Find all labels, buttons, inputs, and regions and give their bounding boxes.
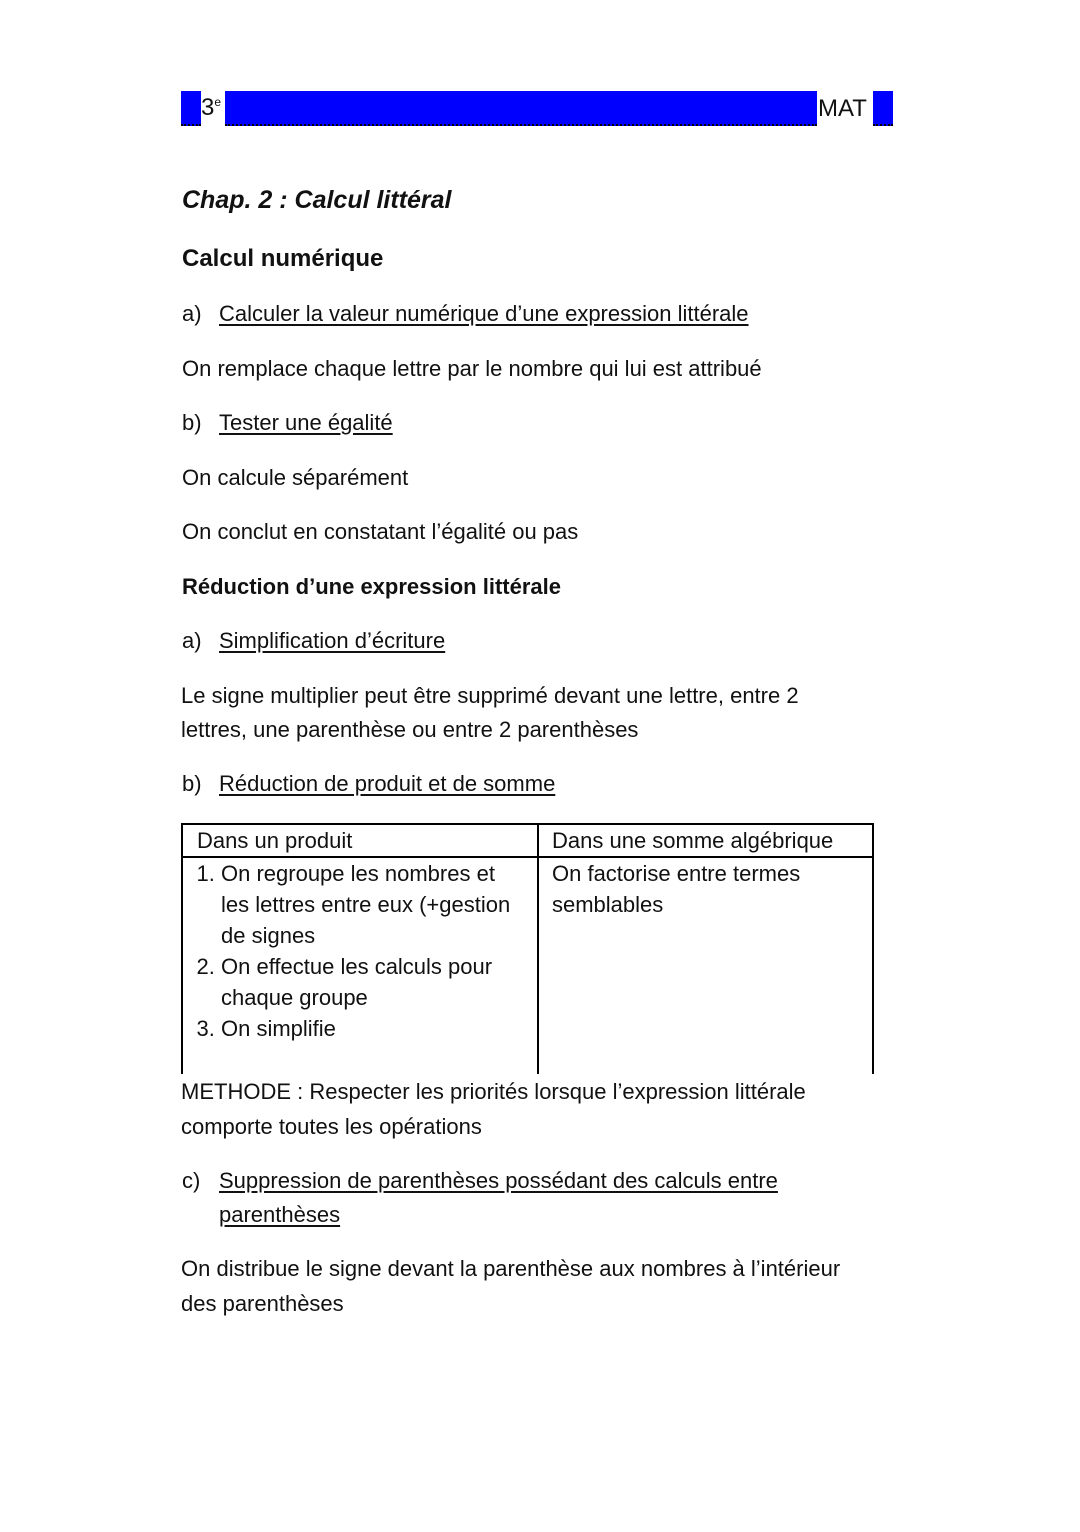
subheading-a: a) Calculer la valeur numérique d’une expression littérale xyxy=(182,301,749,326)
subheading-c: c) Suppression de parenthèses possédant des calculs entre xyxy=(182,1168,778,1193)
chapter-title: Chap. 2 : Calcul littéral xyxy=(182,186,452,214)
paragraph: lettres, une parenthèse ou entre 2 parenthèses xyxy=(181,717,639,742)
subheading-c-cont: parenthèses xyxy=(219,1202,341,1227)
list-item: 2. On effectue les calculs pour chaque groupe xyxy=(221,951,521,1013)
paragraph: On calcule séparément xyxy=(182,465,409,490)
header-highlight xyxy=(181,91,201,126)
table-header: Dans un produit xyxy=(182,824,538,857)
paragraph: On remplace chaque lettre par le nombre qui lui est attribué xyxy=(182,356,762,381)
product-steps xyxy=(187,858,537,1044)
subheading-b: b) Tester une égalité xyxy=(182,410,393,435)
section-heading: Réduction d’une expression littérale xyxy=(182,574,561,599)
paragraph: des parenthèses xyxy=(181,1291,344,1316)
method-text: METHODE : Respecter les priorités lorsque l’expression littérale xyxy=(181,1079,806,1104)
section-heading: Calcul numérique xyxy=(182,245,384,272)
reduction-table xyxy=(181,823,874,1074)
method-text: comporte toutes les opérations xyxy=(181,1114,482,1139)
sum-text: On factorise entre termes semblables xyxy=(552,861,801,917)
header-highlight xyxy=(873,91,893,126)
header-subject: MAT xyxy=(818,95,867,122)
paragraph: On distribue le signe devant la parenthèse aux nombres à l’intérieur xyxy=(181,1256,841,1281)
header-highlight xyxy=(225,91,817,126)
list-item: 1. On regroupe les nombres et les lettres entre eux (+gestion de signes xyxy=(221,858,521,951)
paragraph: On conclut en constatant l’égalité ou pas xyxy=(182,519,579,544)
list-item: 3. On simplifie xyxy=(221,1013,537,1044)
subheading-b: b) Réduction de produit et de somme xyxy=(182,771,556,796)
paragraph: Le signe multiplier peut être supprimé devant une lettre, entre 2 xyxy=(181,683,799,708)
header-grade: 3e xyxy=(201,94,222,121)
table-header: Dans une somme algébrique xyxy=(538,824,873,857)
subheading-a: a) Simplification d’écriture xyxy=(182,628,446,653)
